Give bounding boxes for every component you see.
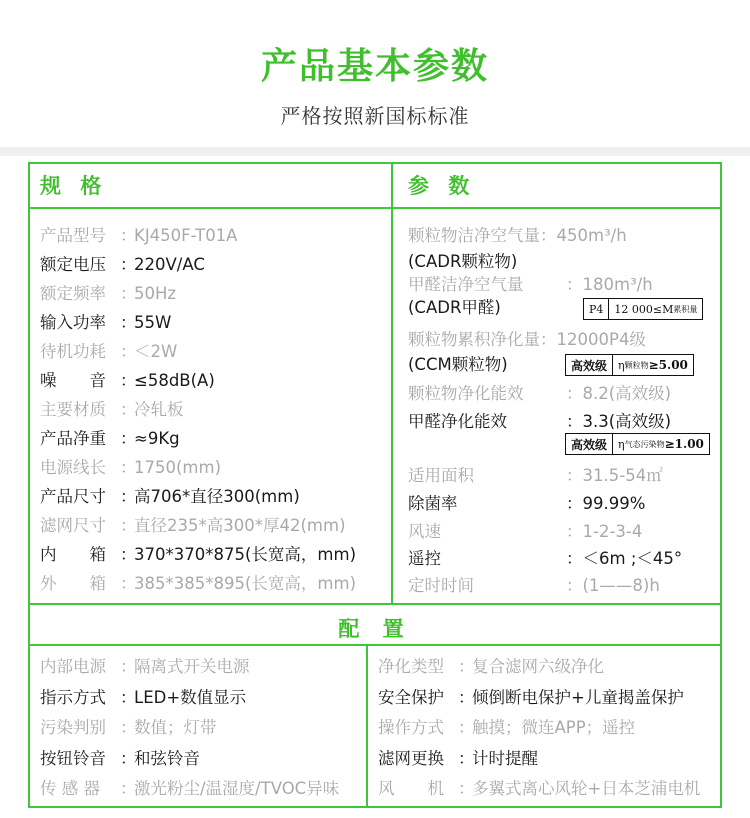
row-colon: ：	[120, 718, 137, 737]
param-label: 甲醛洁净空气量	[408, 275, 524, 294]
row-value: 隔离式开关电源	[134, 657, 250, 676]
row-value: 370*370*875(长宽高，mm)	[134, 545, 357, 564]
row-value: 220V/AC	[134, 255, 205, 274]
row-label: 污染判别	[40, 718, 106, 737]
badge-pm-eff	[565, 354, 694, 376]
param-value: 450m³/h	[556, 226, 627, 245]
row-colon: ：	[120, 400, 137, 419]
row-colon: ：	[120, 748, 137, 768]
row-value: 计时提醒	[472, 748, 538, 768]
param-value: (1——8)h	[582, 576, 660, 595]
row-colon: ：	[120, 545, 137, 564]
row-label: 滤网更换	[378, 748, 444, 768]
params-heading: 参 数	[408, 174, 476, 198]
row-value: LED+数值显示	[134, 687, 247, 707]
row-label: 操作方式	[378, 718, 444, 737]
spec-row	[40, 222, 237, 246]
row-colon: ：	[120, 687, 137, 707]
badge-sub: 气态污染物	[624, 439, 665, 449]
badge-sub: 累积量	[673, 304, 698, 314]
row-label: 内 箱	[40, 545, 106, 564]
row-label: 产品净重	[40, 429, 106, 448]
row-label: 安全保护	[378, 687, 444, 707]
spec-row	[40, 653, 250, 677]
spec-row	[40, 570, 356, 594]
row-value: 触摸；微连APP；遥控	[472, 718, 636, 737]
badge-sub: 颗粒物	[624, 360, 649, 370]
param-pm-ccm: 颗粒物累积净化量：12000P4级	[408, 330, 646, 349]
param-value: 31.5-54㎡	[582, 466, 663, 485]
config-top-divider	[28, 603, 722, 605]
page-title: 产品基本参数	[260, 46, 489, 87]
row-label: 待机功耗	[40, 342, 106, 361]
spec-row	[40, 745, 200, 769]
row-value: 直径235*高300*厚42(mm)	[134, 516, 346, 535]
param-value: 12000P4级	[556, 330, 646, 349]
spec-row	[378, 714, 635, 738]
param-value: 180m³/h	[582, 275, 653, 294]
page-subtitle: 严格按照新国标标准	[280, 104, 470, 128]
badge-grade: P4	[589, 302, 604, 316]
spec-row	[40, 251, 205, 275]
param-pm-ccm-note: (CCM颗粒物)	[408, 355, 508, 374]
badge-val: ≥1.00	[664, 437, 704, 451]
config-column-divider	[366, 646, 368, 808]
badge-text: 12 000≤M	[614, 302, 674, 316]
spec-row	[40, 396, 184, 420]
spec-row	[40, 684, 246, 708]
spec-row	[40, 338, 177, 362]
config-header-divider	[28, 644, 722, 646]
row-label: 额定电压	[40, 255, 106, 274]
spec-row	[40, 512, 346, 536]
row-value: 多翼式离心风轮+日本芝浦电机	[472, 779, 701, 798]
spec-row	[40, 454, 221, 478]
row-value: 复合滤网六级净化	[472, 657, 604, 676]
badge-sym: η	[618, 437, 625, 451]
row-label: 按钮铃音	[40, 748, 106, 768]
row-value: ≤58dB(A)	[134, 371, 215, 390]
row-colon: ：	[120, 255, 137, 274]
row-colon: ：	[458, 657, 475, 676]
spec-row	[40, 483, 300, 507]
row-value: 倾倒断电保护+儿童揭盖保护	[472, 687, 684, 707]
row-value: ≈9Kg	[134, 429, 180, 448]
header-divider	[28, 207, 722, 209]
spec-row	[40, 367, 215, 391]
row-colon: ：	[120, 657, 137, 676]
spec-row	[40, 309, 171, 333]
badge-grade: 高效级	[571, 358, 608, 373]
badge-sym: η	[618, 358, 625, 372]
row-value: KJ450F-T01A	[134, 226, 238, 245]
param-remote: 遥控 ：＜6m ;＜45°	[408, 545, 682, 569]
row-value: 数值；灯带	[134, 718, 217, 737]
row-value: 和弦铃音	[134, 748, 200, 768]
row-label: 产品型号	[40, 226, 106, 245]
row-colon: ：	[120, 574, 137, 593]
row-value: ＜2W	[134, 342, 178, 361]
row-colon: ：	[458, 779, 475, 798]
spec-row	[378, 775, 700, 799]
param-value: 3.3(高效级)	[582, 412, 672, 431]
param-hcho-cadr-note: (CADR甲醛)	[408, 298, 501, 317]
row-label: 噪 音	[40, 371, 106, 390]
row-label: 额定频率	[40, 284, 106, 303]
badge-grade: 高效级	[571, 437, 608, 452]
row-value: 高706*直径300(mm)	[134, 487, 300, 506]
row-value: 激光粉尘/温湿度/TVOC异味	[134, 779, 340, 798]
row-colon: ：	[120, 429, 137, 448]
param-sterilize: 除菌率 ：99.99%	[408, 490, 645, 514]
param-value: 99.99%	[582, 494, 646, 513]
row-label: 产品尺寸	[40, 487, 106, 506]
param-pm-cadr-note: (CADR颗粒物)	[408, 252, 518, 271]
row-colon: ：	[458, 687, 475, 707]
row-colon: ：	[120, 313, 137, 332]
row-label: 外 箱	[40, 574, 106, 593]
row-label: 内部电源	[40, 657, 106, 676]
param-label: 颗粒物累积净化量	[408, 330, 540, 349]
param-label: 风速	[408, 522, 441, 541]
specs-heading: 规 格	[40, 174, 108, 198]
param-label: 颗粒物净化能效	[408, 384, 524, 403]
row-label: 净化类型	[378, 657, 444, 676]
spec-row	[40, 541, 356, 565]
row-colon: ：	[120, 458, 137, 477]
badge-p4	[583, 298, 703, 320]
row-label: 主要材质	[40, 400, 106, 419]
param-timer: 定时时间 ：(1——8)h	[408, 572, 660, 596]
param-wind: 风速 ：1-2-3-4	[408, 518, 642, 542]
badge-val: ≥5.00	[648, 358, 688, 372]
param-value: 8.2(高效级)	[582, 384, 672, 403]
row-colon: ：	[458, 718, 475, 737]
row-value: 1750(mm)	[134, 458, 222, 477]
config-heading: 配 置	[338, 617, 412, 641]
row-colon: ：	[120, 516, 137, 535]
spec-row	[378, 684, 684, 708]
row-label: 滤网尺寸	[40, 516, 106, 535]
row-colon: ：	[120, 371, 137, 390]
row-label: 输入功率	[40, 313, 106, 332]
param-value: ＜6m ;＜45°	[582, 549, 683, 568]
param-area: 适用面积 ：31.5-54㎡	[408, 462, 663, 486]
spec-row	[40, 280, 176, 304]
row-colon: ：	[120, 284, 137, 303]
param-label: 定时时间	[408, 576, 474, 595]
spec-row	[378, 653, 604, 677]
row-colon: ：	[120, 487, 137, 506]
param-hcho-cadr: 甲醛洁净空气量 ：180m³/h	[408, 271, 653, 295]
badge-hcho-eff	[565, 433, 710, 455]
row-colon: ：	[120, 342, 137, 361]
param-hcho-eff: 甲醛净化能效 ：3.3(高效级)	[408, 408, 671, 432]
row-colon: ：	[120, 226, 137, 245]
param-label: 遥控	[408, 549, 441, 568]
param-pm-eff: 颗粒物净化能效 ：8.2(高效级)	[408, 380, 671, 404]
column-divider	[391, 162, 393, 604]
param-label: 除菌率	[408, 494, 458, 513]
row-value: 50Hz	[134, 284, 177, 303]
spec-row	[378, 745, 538, 769]
row-label: 指示方式	[40, 687, 106, 707]
param-label: 颗粒物洁净空气量	[408, 226, 540, 245]
param-label: 适用面积	[408, 466, 474, 485]
row-value: 冷轧板	[134, 400, 184, 419]
divider-bar	[0, 147, 750, 156]
param-pm-cadr: 颗粒物洁净空气量：450m³/h	[408, 226, 627, 245]
row-label: 传 感 器	[40, 779, 100, 798]
row-label: 风 机	[378, 779, 444, 798]
row-value: 55W	[134, 313, 172, 332]
spec-row	[40, 775, 339, 799]
spec-row	[40, 714, 217, 738]
row-value: 385*385*895(长宽高，mm)	[134, 574, 357, 593]
row-colon: ：	[458, 748, 475, 768]
spec-row	[40, 425, 180, 449]
param-label: 甲醛净化能效	[408, 412, 507, 431]
row-colon: ：	[120, 779, 137, 798]
param-value: 1-2-3-4	[582, 522, 643, 541]
row-label: 电源线长	[40, 458, 106, 477]
